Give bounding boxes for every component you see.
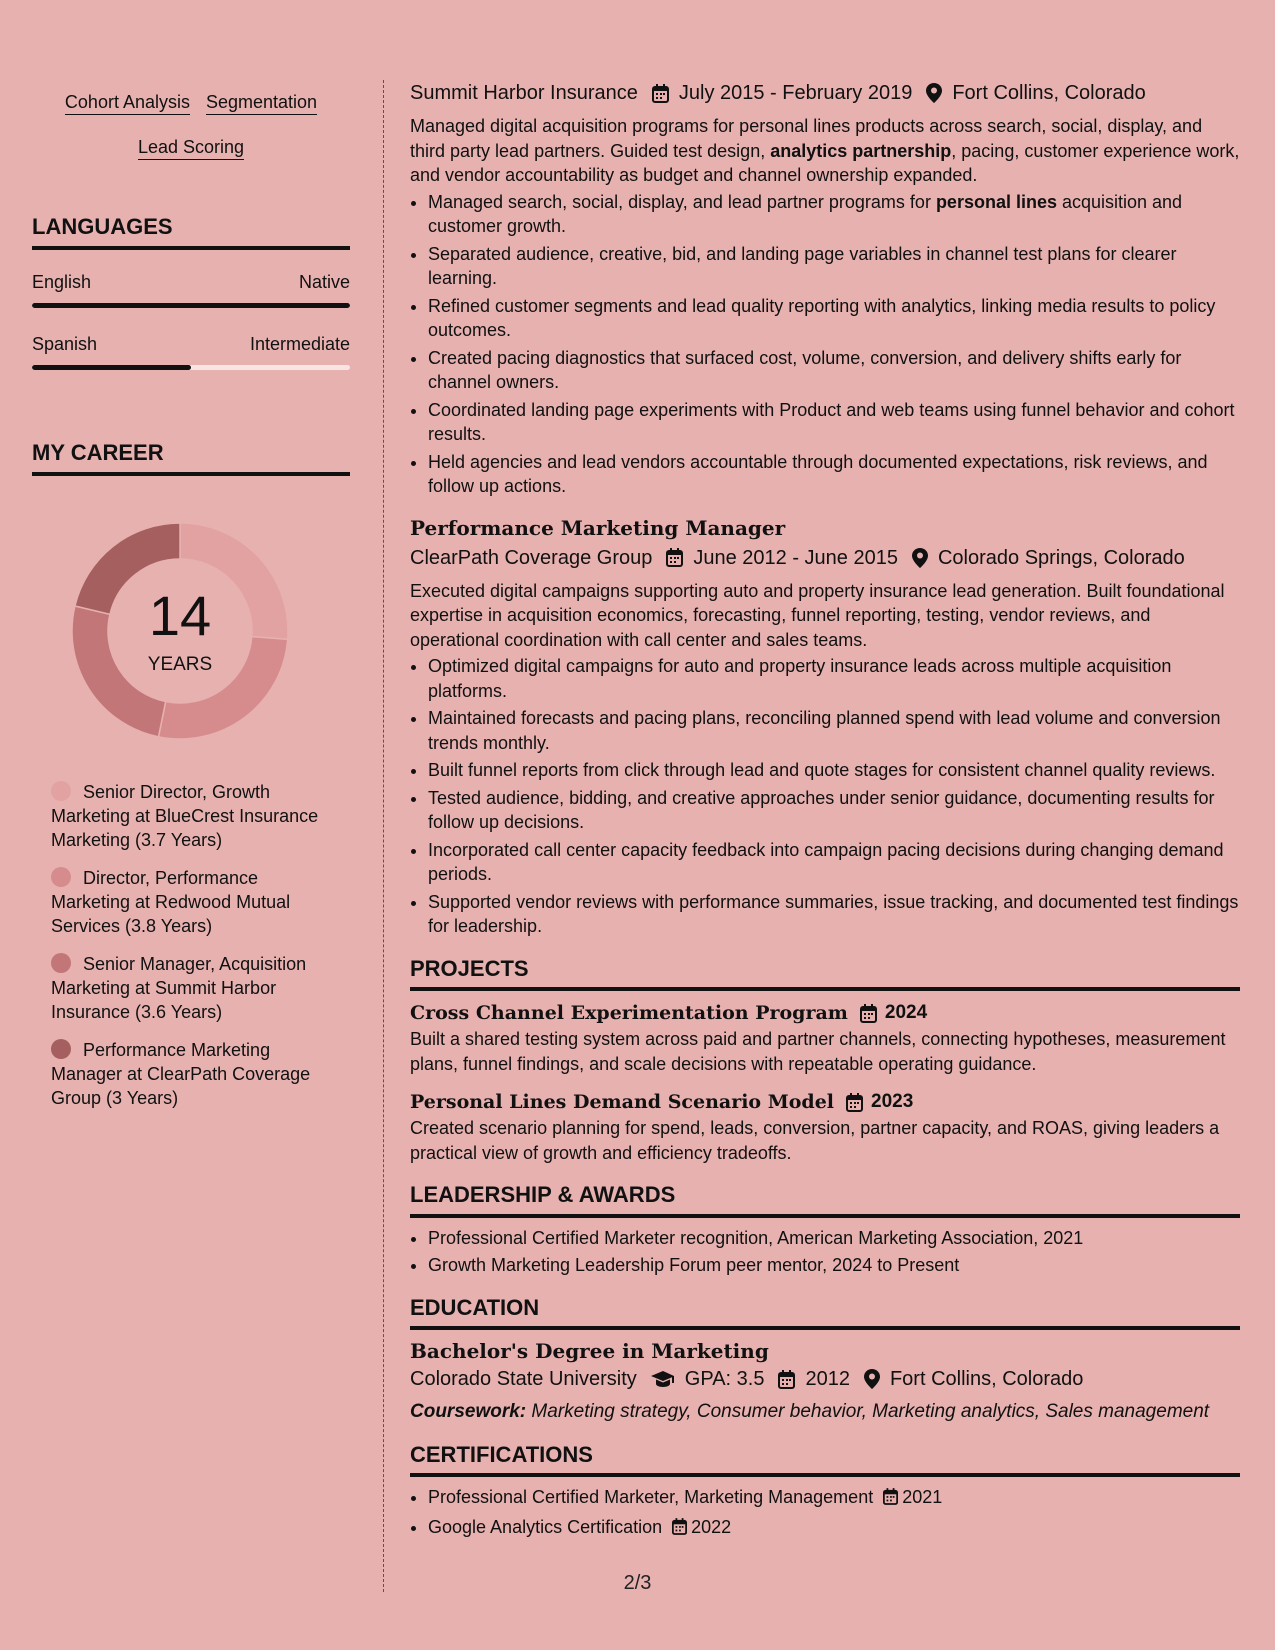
project-description: Created scenario planning for spend, leads, conversion, partner capacity, and ROAS, giving leaders a practical view of growth and efficiency tradeoffs.	[410, 1118, 1220, 1163]
skill-tag: Cohort Analysis	[65, 90, 190, 115]
language-row	[32, 334, 350, 355]
right-column	[410, 80, 1240, 1544]
job-company: ClearPath Coverage Group	[410, 546, 653, 569]
certifications-list	[410, 1485, 1240, 1541]
map-pin-icon	[912, 548, 928, 568]
job-meta	[410, 80, 1240, 106]
career-section	[32, 440, 350, 1110]
languages-section	[32, 214, 350, 370]
coursework-label: Coursework:	[410, 1401, 527, 1422]
legend-dot	[51, 1039, 71, 1059]
job-bullet: • Maintained forecasts and pacing plans, reconciling planned spend with lead volume and conversion trends monthly.	[428, 706, 1240, 755]
job-bullet: • Built funnel reports from click through lead and quote stages for consistent channel quality reviews.	[428, 758, 1240, 783]
certification-name: Google Analytics Certification	[428, 1516, 663, 1537]
projects-heading: PROJECTS	[410, 957, 1240, 992]
award-item: • Professional Certified Marketer recognition, American Marketing Association, 2021	[428, 1226, 1240, 1251]
donut-segment	[158, 637, 287, 739]
legend-dot	[51, 867, 71, 887]
career-donut	[65, 516, 295, 746]
skill-tag: Segmentation	[206, 90, 317, 115]
job-dates: July 2015 - February 2019	[678, 82, 913, 104]
education-year: 2012	[805, 1368, 850, 1390]
job-bullet: • Optimized digital campaigns for auto and property insurance leads across multiple acquisition platforms.	[428, 654, 1240, 703]
coursework	[410, 1400, 1240, 1425]
education-meta	[410, 1366, 1240, 1392]
certifications-heading: CERTIFICATIONS	[410, 1443, 1240, 1478]
project-name: Cross Channel Experimentation Program	[410, 1002, 848, 1024]
bullet-text: acquisition and customer growth.	[428, 191, 1183, 236]
school-name: Colorado State University	[410, 1368, 637, 1390]
legend-dot	[51, 781, 71, 801]
language-bar-fill	[32, 303, 350, 308]
coursework-text: Marketing strategy, Consumer behavior, Marketing analytics, Sales management	[526, 1401, 1210, 1422]
left-column	[32, 80, 350, 1124]
job-bullet: • Coordinated landing page experiments with Product and web teams using funnel behavior and cohort results.	[428, 398, 1240, 447]
job-title: Performance Marketing Manager	[410, 515, 786, 540]
career-legend-item	[51, 952, 341, 1024]
graduation-cap-icon	[651, 1370, 675, 1388]
job-bullets	[410, 654, 1240, 939]
career-total-years: 14	[148, 584, 212, 647]
page-number: 2/3	[623, 1572, 652, 1594]
job-bullet: • Incorporated call center capacity feedback into campaign pacing decisions during changing demand periods.	[428, 838, 1240, 887]
job-bullet: • Held agencies and lead vendors accountable through documented expectations, risk reviews, and follow up actions.	[428, 450, 1240, 499]
certification-name: Professional Certified Marketer, Marketing Management	[428, 1487, 874, 1507]
awards-heading: LEADERSHIP & AWARDS	[410, 1183, 1240, 1218]
calendar-icon	[883, 1487, 898, 1512]
awards-list	[410, 1226, 1240, 1278]
job-meta	[410, 545, 1240, 571]
summary-text: , pacing, customer experience work, and vendor accountability as budget and channel ownership expanded.	[410, 140, 1240, 185]
calendar-icon	[846, 1093, 863, 1112]
job-company: Summit Harbor Insurance	[410, 82, 638, 104]
job-bullet: • Refined customer segments and lead quality reporting with analytics, linking media results to policy outcomes.	[428, 294, 1240, 343]
career-legend-item	[51, 780, 341, 852]
project-year: 2024	[884, 1002, 928, 1023]
career-legend-label: Director, Performance Marketing at Redwood Mutual Services (3.8 Years)	[51, 868, 291, 936]
career-legend	[51, 780, 341, 1110]
skills-list	[32, 80, 350, 170]
career-legend-item	[51, 866, 341, 938]
calendar-icon	[666, 548, 683, 567]
job-bullet: • Created pacing diagnostics that surfaced cost, volume, conversion, and delivery shifts early for channel owners.	[428, 346, 1240, 395]
calendar-icon	[778, 1370, 795, 1389]
bullet-highlight: personal lines	[935, 191, 1057, 212]
project-title	[410, 1088, 1240, 1116]
project-description: Built a shared testing system across paid and partner channels, connecting hypotheses, measurement plans, funnel findings, and scale decisions with repeatable operating guidance.	[410, 1029, 1226, 1074]
language-bar	[32, 365, 350, 370]
job-location: Colorado Springs, Colorado	[937, 546, 1185, 569]
language-row	[32, 272, 350, 293]
degree-title: Bachelor's Degree in Marketing	[410, 1339, 769, 1363]
column-divider	[383, 80, 384, 1592]
language-bar	[32, 303, 350, 308]
job-summary: Executed digital campaigns supporting auto and property insurance lead generation. Built foundational expertise in acquisition economics, forecasting, funnel reporting, testing, vendor reviews, and operational coordination with call center and sales teams.	[410, 580, 1225, 650]
language-level: Native	[298, 272, 350, 292]
map-pin-icon	[864, 1369, 880, 1389]
project-year: 2023	[871, 1091, 914, 1112]
certification-item	[428, 1485, 1240, 1512]
award-item: • Growth Marketing Leadership Forum peer mentor, 2024 to Present	[428, 1253, 1240, 1278]
calendar-icon	[652, 84, 669, 103]
languages-heading: LANGUAGES	[32, 214, 350, 250]
calendar-icon	[860, 1004, 877, 1023]
job-bullet: • Supported vendor reviews with performance summaries, issue tracking, and documented test findings for leadership.	[428, 890, 1240, 939]
career-total-unit: YEARS	[147, 654, 213, 675]
education-location: Fort Collins, Colorado	[889, 1368, 1084, 1390]
language-name: English	[32, 272, 92, 292]
certification-item	[428, 1515, 1240, 1542]
project-name: Personal Lines Demand Scenario Model	[410, 1091, 835, 1113]
map-pin-icon	[926, 83, 942, 103]
job-summary	[410, 114, 1240, 188]
education-gpa: GPA: 3.5	[684, 1368, 765, 1390]
summary-highlight: analytics partnership	[770, 140, 952, 161]
education-heading: EDUCATION	[410, 1296, 1240, 1331]
job-bullet: • Tested audience, bidding, and creative approaches under senior guidance, documenting results for follow up decisions.	[428, 786, 1240, 835]
job-bullets	[410, 190, 1240, 499]
language-level: Intermediate	[249, 334, 350, 354]
calendar-icon	[672, 1517, 687, 1542]
career-legend-item	[51, 1038, 341, 1110]
career-legend-label: Performance Marketing Manager at ClearPath Coverage Group (3 Years)	[51, 1040, 311, 1108]
project-title	[410, 999, 1240, 1027]
career-heading: MY CAREER	[32, 440, 350, 476]
language-name: Spanish	[32, 334, 98, 354]
language-bar-fill	[32, 365, 191, 370]
job-location: Fort Collins, Colorado	[952, 82, 1146, 104]
bullet-text: Managed search, social, display, and lead partner programs for	[428, 191, 936, 212]
job-dates: June 2012 - June 2015	[693, 546, 898, 569]
career-legend-label: Senior Director, Growth Marketing at BlueCrest Insurance Marketing (3.7 Years)	[51, 782, 319, 850]
summary-text: Managed digital acquisition programs for personal lines products across search, social, display, and third party lead partners. Guided test design,	[410, 116, 1203, 161]
job-bullet: • Separated audience, creative, bid, and landing page variables in channel test plans for clearer learning.	[428, 242, 1240, 291]
legend-dot	[51, 953, 71, 973]
job-bullet	[428, 190, 1240, 239]
skill-tag: Lead Scoring	[138, 135, 244, 160]
certification-year: 2022	[691, 1516, 732, 1537]
certification-year: 2021	[902, 1487, 943, 1507]
career-legend-label: Senior Manager, Acquisition Marketing at Summit Harbor Insurance (3.6 Years)	[51, 954, 307, 1022]
